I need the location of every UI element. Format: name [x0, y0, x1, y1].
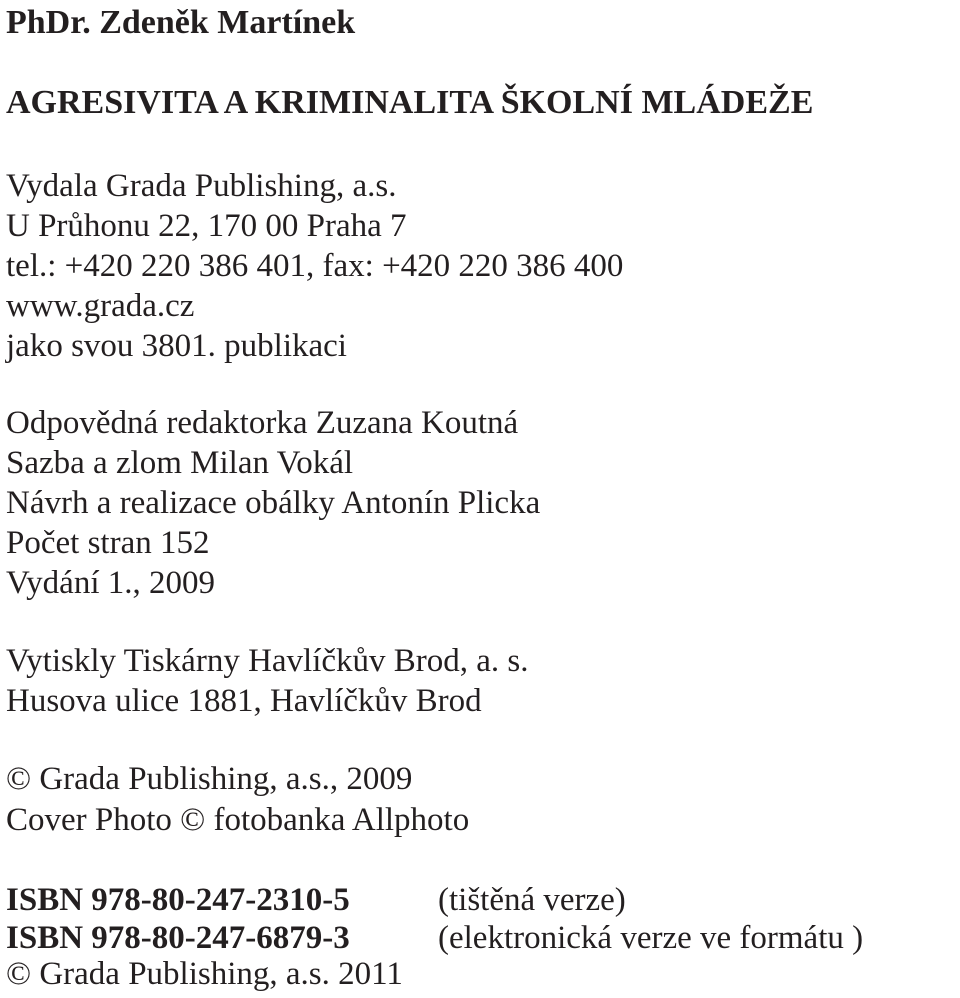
- isbn-row: [6, 884, 626, 917]
- publisher-phone: tel.: +420 220 386 401, fax: +420 220 386 400: [6, 248, 624, 284]
- publisher-website: www.grada.cz: [6, 288, 195, 324]
- isbn-number: ISBN 978-80-247-6879-3: [6, 920, 350, 956]
- printer-name: Vytiskly Tiskárny Havlíčkův Brod, a. s.: [6, 643, 529, 679]
- book-title: AGRESIVITA A KRIMINALITA ŠKOLNÍ MLÁDEŽE: [6, 84, 814, 121]
- isbn-description: (tištěná verze): [438, 882, 626, 918]
- author-name: PhDr. Zdeněk Martínek: [6, 4, 356, 41]
- isbn-description: (elektronická verze ve formátu ): [438, 920, 864, 956]
- copyright-icon: ©: [6, 761, 32, 797]
- copyright-holder: Grada Publishing, a.s., 2009: [39, 761, 413, 797]
- cover-photo-credit: [6, 804, 469, 837]
- isbn-number: ISBN 978-80-247-2310-5: [6, 882, 350, 918]
- publication-number: jako svou 3801. publikaci: [6, 328, 347, 364]
- copyright-icon: ©: [180, 802, 206, 838]
- final-copyright-line: [6, 958, 403, 991]
- isbn-row: [6, 922, 863, 955]
- publisher-address: U Průhonu 22, 170 00 Praha 7: [6, 208, 407, 244]
- typesetting-credit: Sazba a zlom Milan Vokál: [6, 445, 354, 481]
- final-copyright-holder: Grada Publishing, a.s. 2011: [39, 956, 403, 992]
- cover-photo-label: Cover Photo: [6, 802, 172, 838]
- edition-info: Vydání 1., 2009: [6, 565, 215, 601]
- page-count: Počet stran 152: [6, 525, 210, 561]
- publisher-line: Vydala Grada Publishing, a.s.: [6, 168, 397, 204]
- copyright-icon: ©: [6, 956, 32, 992]
- editor-credit: Odpovědná redaktorka Zuzana Koutná: [6, 405, 519, 441]
- cover-design-credit: Návrh a realizace obálky Antonín Plicka: [6, 485, 541, 521]
- printer-address: Husova ulice 1881, Havlíčkův Brod: [6, 683, 482, 719]
- copyright-line: [6, 763, 412, 796]
- cover-photo-source: fotobanka Allphoto: [213, 802, 470, 838]
